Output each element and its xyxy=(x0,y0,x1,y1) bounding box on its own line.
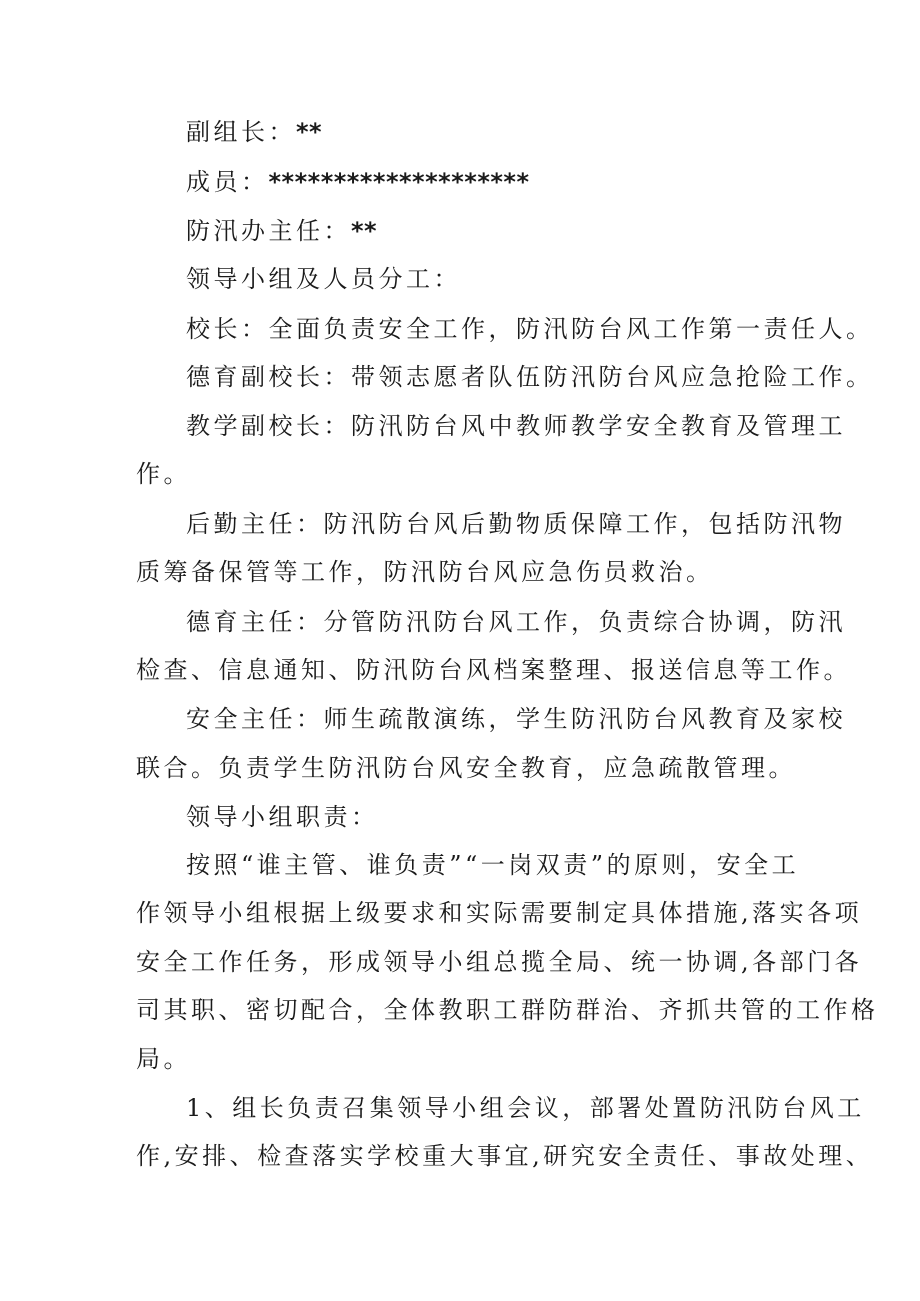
deputy-leader-value: ** xyxy=(296,118,323,146)
office-director-line xyxy=(186,215,796,247)
division-heading: 领导小组及人员分工： xyxy=(186,265,461,293)
office-director-label: 防汛办主任： xyxy=(186,217,351,245)
members-value: ******************** xyxy=(268,168,530,196)
logistics-director-line-2: 质筹备保管等工作，防汛防台风应急伤员救治。 xyxy=(136,558,714,586)
duties-line-1: 按照“谁主管、谁负责”“一岗双责”的原则，安全工 xyxy=(186,851,800,879)
logistics-director-line-1: 后勤主任：防汛防台风后勤物质保障工作，包括防汛物 xyxy=(186,510,846,538)
item-1-line-1: 1、组长负责召集领导小组会议，部署处置防汛防台风工 xyxy=(186,1094,865,1122)
principal-line: 校长：全面负责安全工作，防汛防台风工作第一责任人。 xyxy=(186,315,874,343)
item-1-line-2: 作,安排、检查落实学校重大事宜,研究安全责任、事故处理、 xyxy=(136,1142,874,1170)
safety-director-line-2: 联合。负责学生防汛防台风安全教育，应急疏散管理。 xyxy=(136,754,796,782)
deputy-leader-line xyxy=(186,116,796,148)
deputy-leader-label: 副组长： xyxy=(186,118,296,146)
moral-director-line-2: 检查、信息通知、防汛防台风档案整理、报送信息等工作。 xyxy=(136,656,851,684)
duties-line-5: 局。 xyxy=(136,1045,191,1073)
office-director-value: ** xyxy=(351,217,378,245)
moral-director-line-1: 德育主任：分管防汛防台风工作，负责综合协调，防汛 xyxy=(186,608,846,636)
teaching-vice-line-1: 教学副校长：防汛防台风中教师教学安全教育及管理工 xyxy=(186,412,846,440)
members-line xyxy=(186,166,796,198)
duties-line-3: 安全工作任务，形成领导小组总揽全局、统一协调,各部门各 xyxy=(136,948,863,976)
duties-line-4: 司其职、密切配合，全体教职工群防群治、齐抓共管的工作格 xyxy=(136,996,879,1024)
members-label: 成员： xyxy=(186,168,269,196)
safety-director-line-1: 安全主任：师生疏散演练，学生防汛防台风教育及家校 xyxy=(186,705,846,733)
moral-vice-line: 德育副校长：带领志愿者队伍防汛防台风应急抢险工作。 xyxy=(186,363,874,391)
teaching-vice-line-2: 作。 xyxy=(136,460,191,488)
duties-heading: 领导小组职责： xyxy=(186,803,379,831)
duties-line-2: 作领导小组根据上级要求和实际需要制定具体措施,落实各项 xyxy=(136,899,863,927)
